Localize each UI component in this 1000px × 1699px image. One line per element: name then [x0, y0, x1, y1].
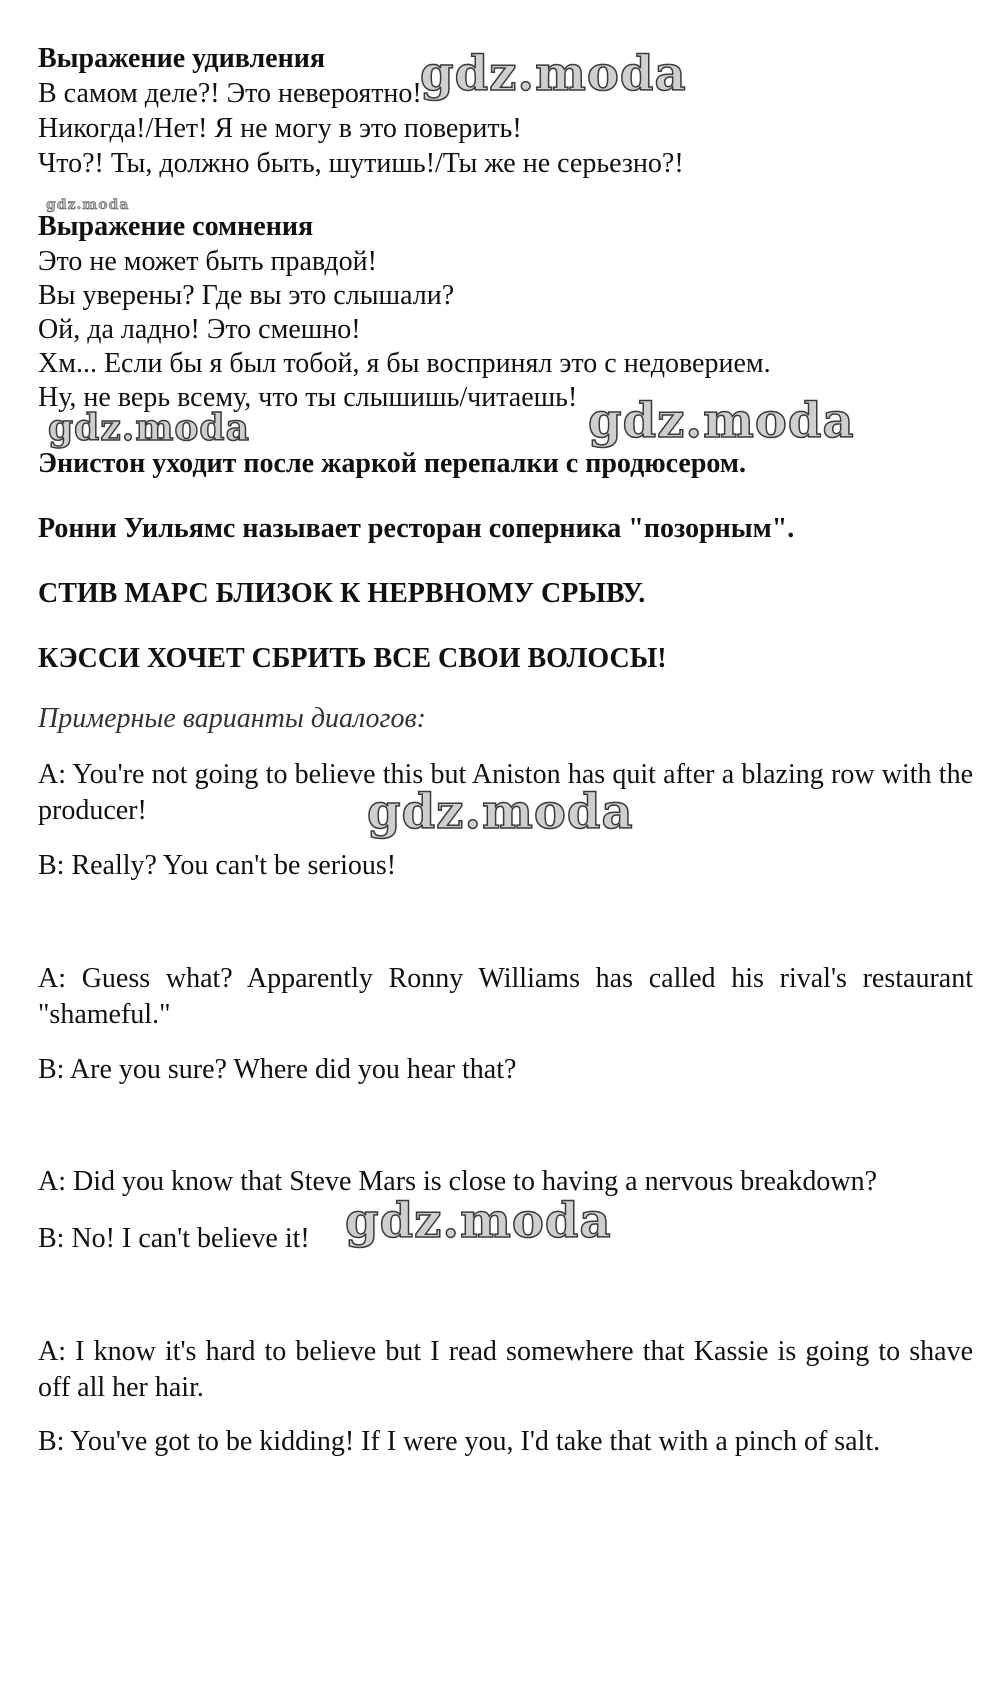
watermark-logo: gdz.moda	[420, 46, 687, 102]
surprise-line-1: В самом деле?! Это невероятно!	[38, 78, 422, 109]
watermark-logo: gdz.moda	[588, 393, 855, 449]
surprise-heading: Выражение удивления	[38, 43, 325, 74]
dialog-2-b: B: Are you sure? Where did you hear that?	[38, 1054, 517, 1085]
dialog-4-b: B: You've got to be kidding! If I were you, I'd take that with a pinch of salt.	[38, 1426, 881, 1457]
dialog-2-a: A: Guess what? Apparently Ronny Williams has called his rival's restaurant "shameful."	[38, 963, 973, 1030]
headline-2: Ронни Уильямс называет ресторан соперника "позорным".	[38, 513, 795, 544]
dialog-1-b: B: Really? You can't be serious!	[38, 850, 397, 881]
doubt-line-3: Ой, да ладно! Это смешно!	[38, 314, 361, 345]
doubt-line-5: Ну, не верь всему, что ты слышишь/читаешь!	[38, 382, 578, 413]
dialogs-caption: Примерные варианты диалогов:	[38, 703, 426, 734]
doubt-heading: Выражение сомнения	[38, 211, 314, 242]
doubt-line-1: Это не может быть правдой!	[38, 246, 377, 277]
headline-3: СТИВ МАРС БЛИЗОК К НЕРВНОМУ СРЫВУ.	[38, 578, 646, 609]
dialog-3-b: B: No! I can't believe it!	[38, 1223, 310, 1254]
dialog-4-a: A: I know it's hard to believe but I read somewhere that Kassie is going to shave off all her hair.	[38, 1336, 973, 1403]
headline-4: КЭССИ ХОЧЕТ СБРИТЬ ВСЕ СВОИ ВОЛОСЫ!	[38, 643, 667, 674]
dialog-3-a: A: Did you know that Steve Mars is close to having a nervous breakdown?	[38, 1166, 878, 1197]
dialog-1-a: A: You're not going to believe this but Aniston has quit after a blazing row with the producer!	[38, 759, 973, 826]
headline-1: Энистон уходит после жаркой перепалки с продюсером.	[38, 448, 746, 479]
doubt-line-4: Хм... Если бы я был тобой, я бы воспринял это с недоверием.	[38, 348, 771, 379]
watermark-logo-small: gdz.moda	[46, 197, 130, 213]
doubt-line-2: Вы уверены? Где вы это слышали?	[38, 280, 455, 311]
watermark-logo: gdz.moda	[367, 784, 634, 840]
surprise-line-3: Что?! Ты, должно быть, шутишь!/Ты же не серьезно?!	[38, 148, 684, 179]
watermark-logo: gdz.moda	[345, 1193, 612, 1249]
watermark-logo: gdz.moda	[48, 407, 250, 449]
surprise-line-2: Никогда!/Нет! Я не могу в это поверить!	[38, 113, 522, 144]
